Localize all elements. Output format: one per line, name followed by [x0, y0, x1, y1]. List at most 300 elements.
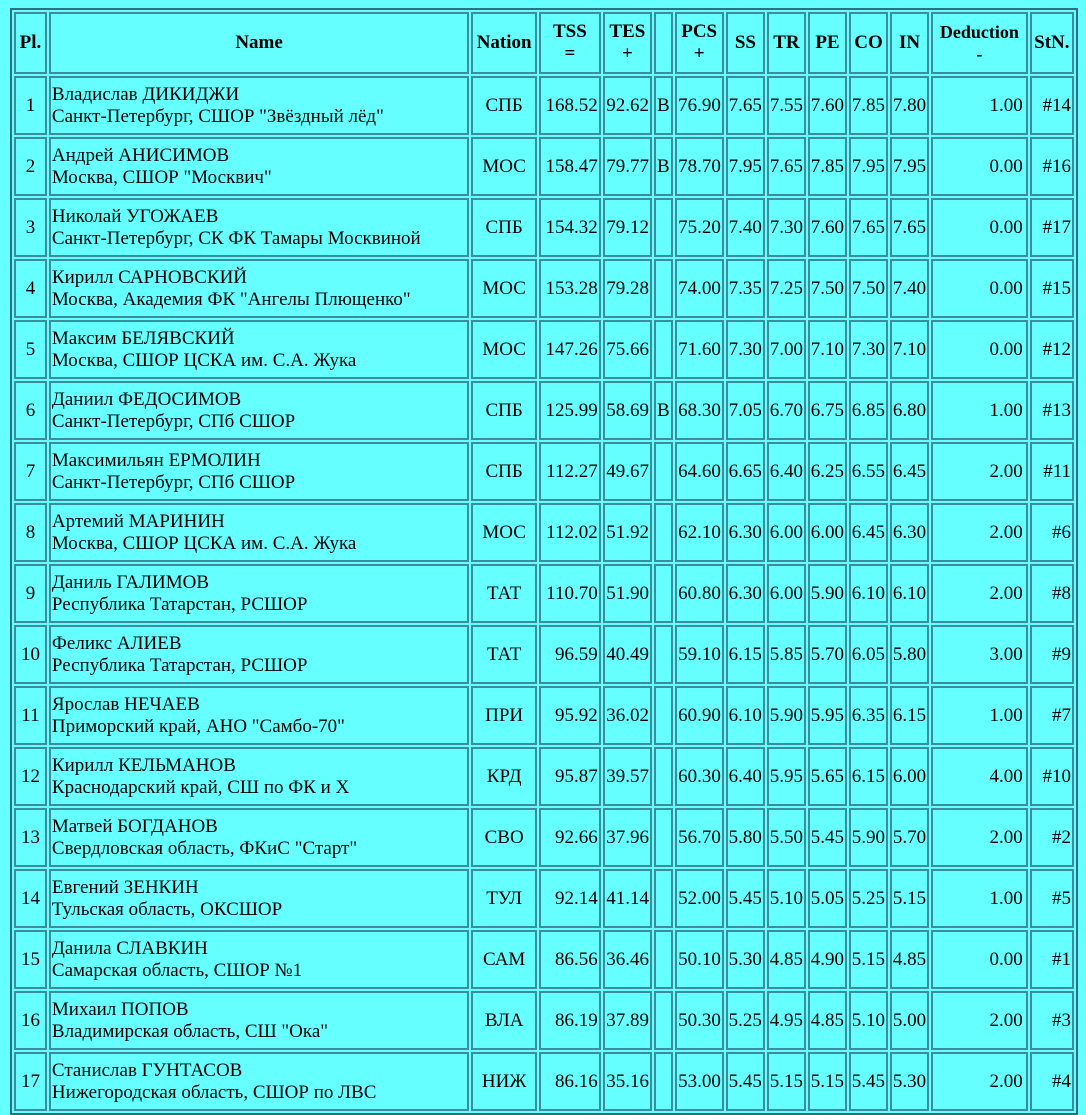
header-pcs: PCS + [675, 12, 724, 74]
tr-cell: 4.85 [767, 930, 806, 989]
tss-cell: 86.19 [539, 991, 601, 1050]
skater-cell [49, 1052, 469, 1111]
table-row [14, 869, 1074, 928]
skater-club: Санкт-Петербург, СШОР "Звёздный лёд" [51, 105, 384, 127]
in-cell: 6.10 [890, 564, 929, 623]
co-cell: 7.30 [849, 320, 888, 379]
header-co: CO [849, 12, 888, 74]
tss-cell: 153.28 [539, 259, 601, 318]
pcs-cell: 62.10 [675, 503, 724, 562]
in-cell: 6.30 [890, 503, 929, 562]
in-cell: 7.40 [890, 259, 929, 318]
table-row [14, 808, 1074, 867]
start-number-cell: #17 [1030, 198, 1074, 257]
pe-cell: 6.25 [808, 442, 847, 501]
nation-cell: СПБ [471, 76, 537, 135]
place-cell: 10 [14, 625, 47, 684]
skater-cell [49, 503, 469, 562]
pe-cell: 5.95 [808, 686, 847, 745]
pe-cell: 6.00 [808, 503, 847, 562]
skater-cell [49, 869, 469, 928]
place-cell: 5 [14, 320, 47, 379]
start-number-cell: #10 [1030, 747, 1074, 806]
in-cell: 6.45 [890, 442, 929, 501]
skater-name: Даниил ФЕДОСИМОВ [51, 388, 242, 410]
nation-cell: ТУЛ [471, 869, 537, 928]
ss-cell: 5.80 [726, 808, 765, 867]
skater-cell [49, 564, 469, 623]
start-number-cell: #14 [1030, 76, 1074, 135]
start-number-cell: #16 [1030, 137, 1074, 196]
nation-cell: ТАТ [471, 625, 537, 684]
in-cell: 6.00 [890, 747, 929, 806]
nation-cell: МОС [471, 503, 537, 562]
skater-name: Феликс АЛИЕВ [51, 632, 182, 654]
skater-club: Санкт-Петербург, СПб СШОР [51, 410, 296, 432]
skater-club: Приморский край, АНО "Самбо-70" [51, 715, 345, 737]
results-table [10, 8, 1078, 1115]
table-row [14, 320, 1074, 379]
flag-cell [654, 320, 673, 379]
flag-cell [654, 869, 673, 928]
nation-cell: СВО [471, 808, 537, 867]
header-deduction: Deduction - [931, 12, 1028, 74]
skater-cell [49, 625, 469, 684]
header-row [14, 12, 1074, 74]
skater-name: Артемий МАРИНИН [51, 510, 225, 532]
tes-cell: 79.28 [603, 259, 652, 318]
table-row [14, 625, 1074, 684]
skater-name: Максимильян ЕРМОЛИН [51, 449, 261, 471]
co-cell: 5.45 [849, 1052, 888, 1111]
deduction-cell: 2.00 [931, 503, 1028, 562]
header-tr: TR [767, 12, 806, 74]
pe-cell: 5.15 [808, 1052, 847, 1111]
skater-name: Николай УГОЖАЕВ [51, 205, 219, 227]
skater-cell [49, 76, 469, 135]
flag-cell [654, 1052, 673, 1111]
header-place: Pl. [14, 12, 47, 74]
table-row [14, 1052, 1074, 1111]
in-cell: 7.65 [890, 198, 929, 257]
tes-cell: 58.69 [603, 381, 652, 440]
place-cell: 3 [14, 198, 47, 257]
pe-cell: 5.45 [808, 808, 847, 867]
tr-cell: 7.65 [767, 137, 806, 196]
flag-cell [654, 808, 673, 867]
deduction-cell: 2.00 [931, 442, 1028, 501]
skater-cell [49, 991, 469, 1050]
nation-cell: САМ [471, 930, 537, 989]
tes-cell: 37.96 [603, 808, 652, 867]
deduction-cell: 0.00 [931, 259, 1028, 318]
nation-cell: КРД [471, 747, 537, 806]
tes-cell: 35.16 [603, 1052, 652, 1111]
start-number-cell: #9 [1030, 625, 1074, 684]
tes-cell: 41.14 [603, 869, 652, 928]
skater-club: Москва, СШОР ЦСКА им. С.А. Жука [51, 532, 357, 554]
tes-cell: 51.92 [603, 503, 652, 562]
pe-cell: 5.90 [808, 564, 847, 623]
in-cell: 5.70 [890, 808, 929, 867]
tss-cell: 86.16 [539, 1052, 601, 1111]
start-number-cell: #7 [1030, 686, 1074, 745]
tss-cell: 86.56 [539, 930, 601, 989]
place-cell: 4 [14, 259, 47, 318]
ss-cell: 7.30 [726, 320, 765, 379]
skater-club: Санкт-Петербург, СПб СШОР [51, 471, 296, 493]
co-cell: 6.05 [849, 625, 888, 684]
table-row [14, 991, 1074, 1050]
tss-cell: 125.99 [539, 381, 601, 440]
deduction-cell: 2.00 [931, 808, 1028, 867]
deduction-cell: 4.00 [931, 747, 1028, 806]
pcs-cell: 76.90 [675, 76, 724, 135]
start-number-cell: #8 [1030, 564, 1074, 623]
pe-cell: 6.75 [808, 381, 847, 440]
table-row [14, 564, 1074, 623]
skater-cell [49, 442, 469, 501]
flag-cell [654, 564, 673, 623]
ss-cell: 7.35 [726, 259, 765, 318]
ss-cell: 6.30 [726, 503, 765, 562]
deduction-cell: 1.00 [931, 381, 1028, 440]
tes-cell: 39.57 [603, 747, 652, 806]
deduction-cell: 1.00 [931, 869, 1028, 928]
nation-cell: ТАТ [471, 564, 537, 623]
ss-cell: 5.45 [726, 869, 765, 928]
nation-cell: СПБ [471, 381, 537, 440]
tr-cell: 5.90 [767, 686, 806, 745]
co-cell: 5.90 [849, 808, 888, 867]
table-row [14, 442, 1074, 501]
ss-cell: 6.65 [726, 442, 765, 501]
tr-cell: 6.00 [767, 503, 806, 562]
co-cell: 6.85 [849, 381, 888, 440]
in-cell: 4.85 [890, 930, 929, 989]
nation-cell: НИЖ [471, 1052, 537, 1111]
place-cell: 12 [14, 747, 47, 806]
pcs-cell: 60.90 [675, 686, 724, 745]
in-cell: 7.80 [890, 76, 929, 135]
tr-cell: 5.15 [767, 1052, 806, 1111]
in-cell: 7.95 [890, 137, 929, 196]
flag-cell [654, 442, 673, 501]
nation-cell: СПБ [471, 442, 537, 501]
in-cell: 5.00 [890, 991, 929, 1050]
deduction-cell: 1.00 [931, 76, 1028, 135]
deduction-cell: 0.00 [931, 198, 1028, 257]
pcs-cell: 50.30 [675, 991, 724, 1050]
pcs-cell: 53.00 [675, 1052, 724, 1111]
tes-cell: 75.66 [603, 320, 652, 379]
ss-cell: 7.05 [726, 381, 765, 440]
co-cell: 7.95 [849, 137, 888, 196]
in-cell: 6.15 [890, 686, 929, 745]
skater-cell [49, 259, 469, 318]
skater-cell [49, 320, 469, 379]
pcs-cell: 68.30 [675, 381, 724, 440]
deduction-cell: 0.00 [931, 930, 1028, 989]
header-ss: SS [726, 12, 765, 74]
skater-cell [49, 198, 469, 257]
skater-club: Самарская область, СШОР №1 [51, 959, 303, 981]
tr-cell: 6.70 [767, 381, 806, 440]
pe-cell: 7.60 [808, 198, 847, 257]
ss-cell: 6.10 [726, 686, 765, 745]
in-cell: 5.30 [890, 1052, 929, 1111]
deduction-cell: 3.00 [931, 625, 1028, 684]
pcs-cell: 56.70 [675, 808, 724, 867]
flag-cell: B [654, 137, 673, 196]
ss-cell: 5.25 [726, 991, 765, 1050]
start-number-cell: #6 [1030, 503, 1074, 562]
co-cell: 6.55 [849, 442, 888, 501]
tss-cell: 168.52 [539, 76, 601, 135]
tr-cell: 4.95 [767, 991, 806, 1050]
header-tss: TSS = [539, 12, 601, 74]
skater-club: Нижегородская область, СШОР по ЛВС [51, 1081, 377, 1103]
skater-name: Владислав ДИКИДЖИ [51, 83, 240, 105]
skater-name: Кирилл КЕЛЬМАНОВ [51, 754, 236, 776]
skater-club: Санкт-Петербург, СК ФК Тамары Москвиной [51, 227, 421, 249]
tr-cell: 5.10 [767, 869, 806, 928]
in-cell: 6.80 [890, 381, 929, 440]
co-cell: 7.50 [849, 259, 888, 318]
header-in: IN [890, 12, 929, 74]
ss-cell: 5.30 [726, 930, 765, 989]
place-cell: 17 [14, 1052, 47, 1111]
header-tes: TES + [603, 12, 652, 74]
place-cell: 6 [14, 381, 47, 440]
pe-cell: 5.05 [808, 869, 847, 928]
place-cell: 7 [14, 442, 47, 501]
deduction-cell: 0.00 [931, 137, 1028, 196]
start-number-cell: #3 [1030, 991, 1074, 1050]
skater-name: Максим БЕЛЯВСКИЙ [51, 327, 235, 349]
pe-cell: 5.65 [808, 747, 847, 806]
tr-cell: 5.85 [767, 625, 806, 684]
tes-cell: 79.12 [603, 198, 652, 257]
start-number-cell: #4 [1030, 1052, 1074, 1111]
place-cell: 8 [14, 503, 47, 562]
tss-cell: 158.47 [539, 137, 601, 196]
start-number-cell: #5 [1030, 869, 1074, 928]
skater-cell [49, 808, 469, 867]
co-cell: 6.15 [849, 747, 888, 806]
tes-cell: 92.62 [603, 76, 652, 135]
pcs-cell: 78.70 [675, 137, 724, 196]
ss-cell: 5.45 [726, 1052, 765, 1111]
pcs-cell: 60.30 [675, 747, 724, 806]
flag-cell [654, 686, 673, 745]
flag-cell [654, 747, 673, 806]
flag-cell [654, 259, 673, 318]
tss-cell: 112.27 [539, 442, 601, 501]
tss-cell: 96.59 [539, 625, 601, 684]
place-cell: 11 [14, 686, 47, 745]
tr-cell: 7.30 [767, 198, 806, 257]
tes-cell: 36.46 [603, 930, 652, 989]
place-cell: 2 [14, 137, 47, 196]
table-row [14, 137, 1074, 196]
skater-club: Республика Татарстан, РСШОР [51, 654, 308, 676]
ss-cell: 7.40 [726, 198, 765, 257]
start-number-cell: #1 [1030, 930, 1074, 989]
flag-cell: B [654, 76, 673, 135]
skater-name: Евгений ЗЕНКИН [51, 876, 199, 898]
pcs-cell: 75.20 [675, 198, 724, 257]
pe-cell: 7.50 [808, 259, 847, 318]
flag-cell: B [654, 381, 673, 440]
co-cell: 7.65 [849, 198, 888, 257]
tss-cell: 110.70 [539, 564, 601, 623]
pe-cell: 5.70 [808, 625, 847, 684]
tes-cell: 79.77 [603, 137, 652, 196]
tss-cell: 92.14 [539, 869, 601, 928]
place-cell: 16 [14, 991, 47, 1050]
flag-cell [654, 930, 673, 989]
pcs-cell: 60.80 [675, 564, 724, 623]
skater-club: Свердловская область, ФКиС "Старт" [51, 837, 358, 859]
co-cell: 5.25 [849, 869, 888, 928]
skater-name: Михаил ПОПОВ [51, 998, 189, 1020]
ss-cell: 6.40 [726, 747, 765, 806]
tr-cell: 7.25 [767, 259, 806, 318]
results-body [14, 76, 1074, 1111]
start-number-cell: #13 [1030, 381, 1074, 440]
co-cell: 5.15 [849, 930, 888, 989]
nation-cell: СПБ [471, 198, 537, 257]
tss-cell: 92.66 [539, 808, 601, 867]
nation-cell: МОС [471, 137, 537, 196]
pe-cell: 7.60 [808, 76, 847, 135]
pcs-cell: 74.00 [675, 259, 724, 318]
place-cell: 15 [14, 930, 47, 989]
header-name: Name [49, 12, 469, 74]
skater-cell [49, 930, 469, 989]
tss-cell: 95.92 [539, 686, 601, 745]
ss-cell: 6.30 [726, 564, 765, 623]
in-cell: 5.15 [890, 869, 929, 928]
skater-cell [49, 381, 469, 440]
table-row [14, 198, 1074, 257]
co-cell: 6.35 [849, 686, 888, 745]
tss-cell: 154.32 [539, 198, 601, 257]
pcs-cell: 59.10 [675, 625, 724, 684]
header-nation: Nation [471, 12, 537, 74]
skater-name: Матвей БОГДАНОВ [51, 815, 218, 837]
pe-cell: 4.90 [808, 930, 847, 989]
pcs-cell: 64.60 [675, 442, 724, 501]
skater-club: Краснодарский край, СШ по ФК и Х [51, 776, 350, 798]
place-cell: 1 [14, 76, 47, 135]
ss-cell: 7.65 [726, 76, 765, 135]
skater-name: Кирилл САРНОВСКИЙ [51, 266, 248, 288]
place-cell: 13 [14, 808, 47, 867]
ss-cell: 7.95 [726, 137, 765, 196]
deduction-cell: 0.00 [931, 320, 1028, 379]
skater-club: Москва, СШОР ЦСКА им. С.А. Жука [51, 349, 357, 371]
tr-cell: 5.95 [767, 747, 806, 806]
tr-cell: 7.00 [767, 320, 806, 379]
header-start-number: StN. [1030, 12, 1074, 74]
flag-cell [654, 991, 673, 1050]
tes-cell: 36.02 [603, 686, 652, 745]
table-row [14, 747, 1074, 806]
co-cell: 6.45 [849, 503, 888, 562]
tss-cell: 95.87 [539, 747, 601, 806]
skater-name: Даниль ГАЛИМОВ [51, 571, 210, 593]
tr-cell: 5.50 [767, 808, 806, 867]
nation-cell: МОС [471, 259, 537, 318]
tr-cell: 6.40 [767, 442, 806, 501]
skater-cell [49, 747, 469, 806]
pcs-cell: 71.60 [675, 320, 724, 379]
pe-cell: 7.10 [808, 320, 847, 379]
place-cell: 9 [14, 564, 47, 623]
co-cell: 6.10 [849, 564, 888, 623]
flag-cell [654, 625, 673, 684]
skater-club: Тульская область, ОКСШОР [51, 898, 283, 920]
tes-cell: 51.90 [603, 564, 652, 623]
start-number-cell: #11 [1030, 442, 1074, 501]
skater-cell [49, 137, 469, 196]
table-row [14, 930, 1074, 989]
skater-club: Владимирская область, СШ "Ока" [51, 1020, 329, 1042]
table-row [14, 76, 1074, 135]
skater-club: Республика Татарстан, РСШОР [51, 593, 308, 615]
table-row [14, 686, 1074, 745]
tss-cell: 112.02 [539, 503, 601, 562]
tes-cell: 49.67 [603, 442, 652, 501]
header-flag [654, 12, 673, 74]
tes-cell: 37.89 [603, 991, 652, 1050]
pe-cell: 4.85 [808, 991, 847, 1050]
tss-cell: 147.26 [539, 320, 601, 379]
place-cell: 14 [14, 869, 47, 928]
pcs-cell: 50.10 [675, 930, 724, 989]
skater-name: Данила СЛАВКИН [51, 937, 208, 959]
flag-cell [654, 198, 673, 257]
deduction-cell: 1.00 [931, 686, 1028, 745]
table-row [14, 259, 1074, 318]
nation-cell: МОС [471, 320, 537, 379]
table-row [14, 503, 1074, 562]
in-cell: 7.10 [890, 320, 929, 379]
deduction-cell: 2.00 [931, 1052, 1028, 1111]
start-number-cell: #2 [1030, 808, 1074, 867]
start-number-cell: #15 [1030, 259, 1074, 318]
tr-cell: 6.00 [767, 564, 806, 623]
nation-cell: ПРИ [471, 686, 537, 745]
pe-cell: 7.85 [808, 137, 847, 196]
in-cell: 5.80 [890, 625, 929, 684]
skater-name: Станислав ГУНТАСОВ [51, 1059, 243, 1081]
skater-club: Москва, Академия ФК "Ангелы Плющенко" [51, 288, 411, 310]
skater-club: Москва, СШОР "Москвич" [51, 166, 272, 188]
deduction-cell: 2.00 [931, 991, 1028, 1050]
co-cell: 7.85 [849, 76, 888, 135]
deduction-cell: 2.00 [931, 564, 1028, 623]
skater-cell [49, 686, 469, 745]
tes-cell: 40.49 [603, 625, 652, 684]
skater-name: Андрей АНИСИМОВ [51, 144, 230, 166]
table-row [14, 381, 1074, 440]
skater-name: Ярослав НЕЧАЕВ [51, 693, 200, 715]
flag-cell [654, 503, 673, 562]
tr-cell: 7.55 [767, 76, 806, 135]
